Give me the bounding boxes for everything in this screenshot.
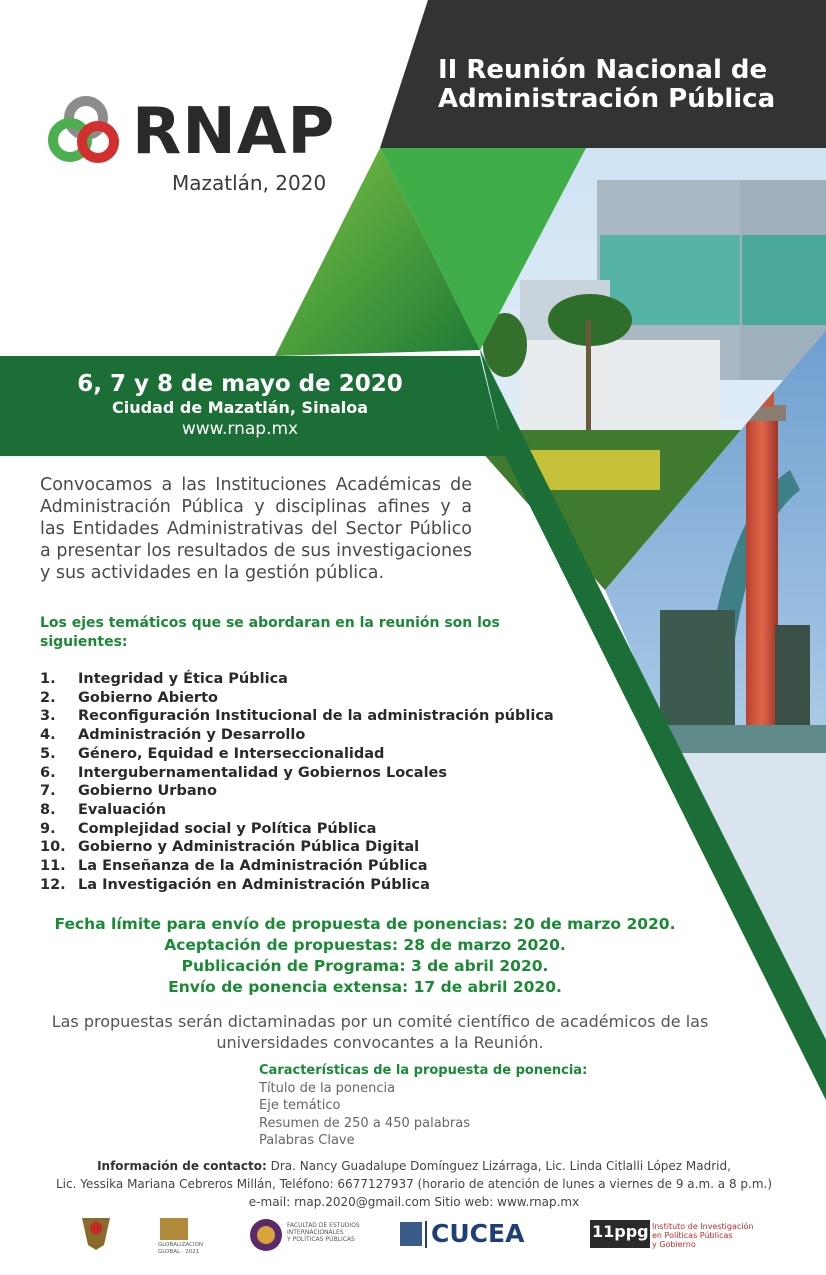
review-note: Las propuestas serán dictaminadas por un comité científico de académicos de las universidades convocantes a la Reunión.	[51, 1012, 709, 1052]
characteristic-item: Palabras Clave	[259, 1133, 355, 1148]
footer-logos	[0, 1208, 826, 1268]
contact-line-3[interactable]: e-mail: rnap.2020@gmail.com Sitio web: www.rnap.mx	[248, 1195, 580, 1209]
logo-title: RNAP	[132, 95, 336, 169]
event-city: Ciudad de Mazatlán, Sinaloa	[111, 398, 369, 417]
globalizacion-logo: GLOBALIZACIÓN GLOBAL · 2021	[158, 1242, 204, 1255]
rnap-logo-icon	[53, 101, 114, 158]
event-title: II Reunión Nacional de Administración Pública	[438, 55, 776, 114]
theme-item: 12. La Investigación en Administración Pública	[40, 876, 430, 893]
contact-label: Información de contacto:	[97, 1159, 267, 1173]
contact-line-1: Información de contacto: Dra. Nancy Guadalupe Domínguez Lizárraga, Lic. Linda Citlalli López Madrid,	[97, 1159, 731, 1173]
contact-line-2: Lic. Yessika Mariana Cebreros Millán, Teléfono: 6677127937 (horario de atención de lunes a viernes de 9 a.m. a 8 p.m.)	[55, 1177, 773, 1191]
characteristic-item: Resumen de 250 a 450 palabras	[259, 1115, 470, 1131]
fei-logo: FACULTAD DE ESTUDIOS INTERNACIONALES Y POLÍTICAS PÚBLICAS	[287, 1222, 360, 1243]
deadline-proposals: Fecha límite para envío de propuesta de ponencias: 20 de marzo 2020.	[54, 915, 676, 933]
event-dates: 6, 7 y 8 de mayo de 2020	[77, 371, 403, 397]
logo-subtitle: Mazatlán, 2020	[172, 171, 327, 195]
theme-item: 5. Género, Equidad e Interseccionalidad	[40, 745, 385, 762]
important-dates	[0, 914, 730, 998]
cucea-logo: CUCEA	[431, 1219, 525, 1248]
date-band	[0, 370, 480, 440]
characteristic-item: Eje temático	[259, 1098, 341, 1113]
themes-list	[40, 670, 600, 894]
deadline-acceptance: Aceptación de propuestas: 28 de marzo 2020.	[164, 936, 566, 954]
theme-item: 1. Integridad y Ética Pública	[40, 671, 288, 687]
theme-item: 6. Intergubernamentalidad y Gobiernos Locales	[40, 764, 447, 781]
event-website: www.rnap.mx	[181, 419, 299, 439]
theme-item: 3. Reconfiguración Institucional de la administración pública	[40, 708, 554, 725]
theme-item: 8. Evaluación	[40, 801, 167, 818]
themes-title: Los ejes temáticos que se abordaran en la reunión son los siguientes:	[40, 615, 500, 650]
theme-item: 9. Complejidad social y Política Pública	[40, 820, 377, 837]
theme-item: 10. Gobierno y Administración Pública Digital	[40, 839, 420, 856]
theme-item: 4. Administración y Desarrollo	[40, 727, 306, 744]
ippg-logo-mark: 11ppg	[592, 1222, 649, 1241]
theme-item: 2. Gobierno Abierto	[40, 689, 218, 706]
characteristic-item: Título de la ponencia	[259, 1080, 396, 1096]
deadline-program: Publicación de Programa: 3 de abril 2020.	[181, 957, 549, 975]
deadline-extended-paper: Envío de ponencia extensa: 17 de abril 2020.	[168, 978, 562, 996]
intro-text: Convocamos a las Instituciones Académicas de Administración Pública y disciplinas afines y a las Entidades Administrativas del Sector Público a presentar los resultados de sus investigaciones y sus actividades en la gestión pública.	[40, 475, 472, 583]
contact-info	[14, 1157, 814, 1211]
theme-item: 11. La Enseñanza de la Administración Pública	[40, 858, 428, 875]
ippg-logo-text: Instituto de Investigación en Políticas Públicas y Gobierno	[652, 1222, 754, 1249]
characteristics-title: Características de la propuesta de ponencia:	[259, 1063, 588, 1078]
proposal-characteristics	[259, 1062, 639, 1150]
theme-item: 7. Gobierno Urbano	[40, 783, 217, 800]
